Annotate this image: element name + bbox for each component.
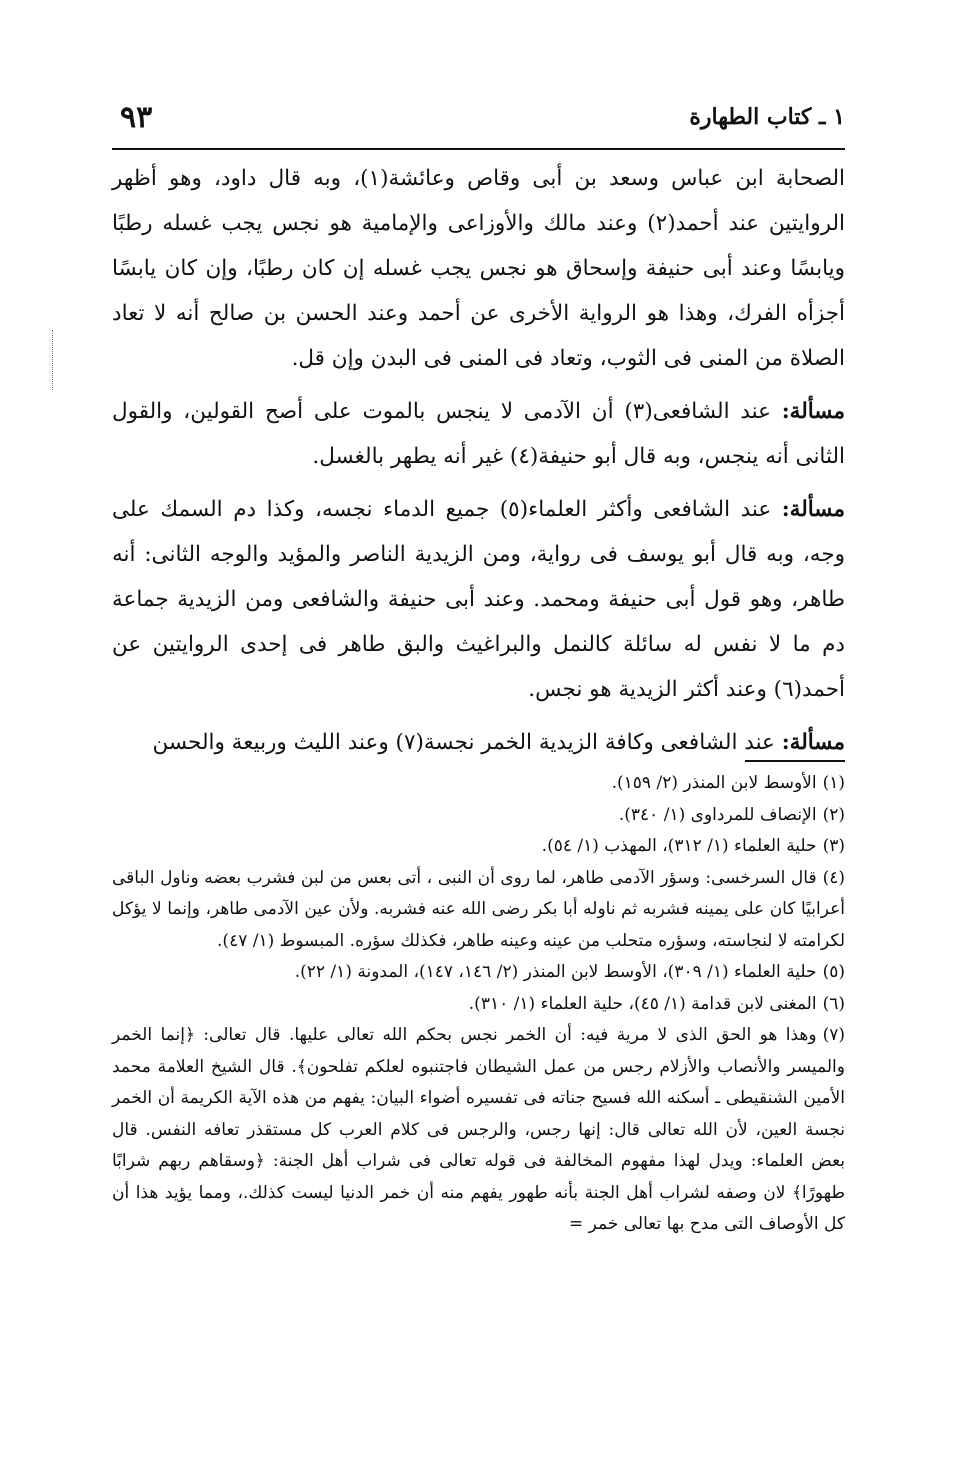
footnote-number: (٤) (822, 867, 845, 888)
header-divider (112, 148, 845, 150)
footnote-text: وهذا هو الحق الذى لا مرية فيه: أن الخمر نجس بحكم الله تعالى عليها. قال تعالى: ﴿إنما الخمر والميسر والأنصاب والأزلام رجس من عمل الشيطان فاجتنبوه لعلكم تفلحون﴾. قال الشيخ العلامة محمد الأمين الشنقيطى ـ أسكنه الله فسيح جناته فى تفسيره أضواء البيان: يفهم من هذه الآية الكريمة أن الخمر نجسة العين، لأن الله تعالى قال: إنها رجس، والرجس فى كلام العرب كل مستقذر تعافه النفس. قال بعض العلماء: ويدل لهذا مفهوم المخالفة فى قوله تعالى فى شراب أهل الجنة: ﴿وسقاهم ربهم شرابًا طهورًا﴾ لان وصفه لشراب أهل الجنة بأنه طهور يفهم منه أن خمر الدنيا ليست كذلك.، ومما يؤيد هذا أن كل الأوصاف التى مدح بها تعالى خمر = (112, 1025, 845, 1234)
footnote-number: (٣) (822, 836, 845, 856)
main-text (112, 156, 845, 773)
footnotes (112, 768, 845, 1241)
chapter-title: ١ ـ كتاب الطهارة (689, 104, 845, 130)
book-page (112, 100, 845, 1234)
paragraph-2-text: عند الشافعى(٣) أن الآدمى لا ينجس بالموت على أصح القولين، والقول الثانى أنه ينجس، وبه قال أبو حنيفة(٤) غير أنه يطهر بالغسل. (112, 399, 845, 469)
footnote-divider (745, 760, 845, 762)
footnote-text: حلية العلماء (١/ ٣١٢)، المهذب (١/ ٥٤). (541, 836, 817, 856)
running-header (112, 100, 845, 140)
margin-marks (52, 330, 55, 390)
issue-label: مسألة: (781, 730, 845, 755)
paragraph-2 (112, 389, 845, 479)
footnote-5 (112, 957, 845, 989)
paragraph-3 (112, 487, 845, 712)
paragraph-4 (112, 720, 845, 765)
paragraph-4-text: عند الشافعى وكافة الزيدية الخمر نجسة(٧) وعند الليث وربيعة والحسن (152, 730, 782, 755)
footnote-1 (112, 768, 845, 800)
footnote-number: (٦) (822, 993, 845, 1014)
footnote-text: المغنى لابن قدامة (١/ ٤٥)، حلية العلماء (١/ ٣١٠). (468, 993, 817, 1014)
footnote-text: قال السرخسى: وسؤر الآدمى طاهر، لما روى أن النبى ، أتى بعس من لبن فشرب بعضه وناول الباقى أعرابيًا كان على يمينه فشربه ثم ناوله أبا بكر رضى الله عنه فشربه. ولأن عين الآدمى طاهر، وإنما لا يؤكل لكرامته لا لنجاسته، وسؤره متحلب من عينه وعينه طاهر، فكذلك سؤره. المبسوط (١/ ٤٧). (112, 867, 845, 951)
footnote-2 (112, 800, 845, 832)
paragraph-3-text: عند الشافعى وأكثر العلماء(٥) جميع الدماء نجسه، وكذا دم السمك على وجه، وبه قال أبو يوسف فى رواية، ومن الزيدية الناصر والمؤيد والوجه الثانى: أنه طاهر، وهو قول أبى حنيفة ومحمد. وعند أبى حنيفة والشافعى ومن الزيدية جماعة دم ما لا نفس له سائلة كالنمل والبراغيث والبق طاهر فى إحدى الروايتين عن أحمد(٦) وعند أكثر الزيدية هو نجس. (112, 497, 845, 702)
footnote-3 (112, 831, 845, 863)
footnote-number: (٢) (822, 804, 845, 825)
issue-label: مسألة: (781, 399, 845, 424)
footnote-text: الأوسط لابن المنذر (٢/ ١٥٩). (611, 773, 817, 793)
page-number: ٩٣ (120, 100, 153, 135)
paragraph-1: الصحابة ابن عباس وسعد بن أبى وقاص وعائشة(١)، وبه قال داود، وهو أظهر الروايتين عند أحمد(٢) وعند مالك والأوزاعى والإمامية هو نجس يجب غسله رطبًا ويابسًا وعند أبى حنيفة وإسحاق هو نجس يجب غسله إن كان رطبًا، وإن كان يابسًا أجزأه الفرك، وهذا هو الرواية الأخرى عن أحمد وعند الحسن بن صالح أنه لا تعاد الصلاة من المنى فى الثوب، وتعاد فى المنى فى البدن وإن قل. (112, 166, 845, 371)
footnote-text: الإنصاف للمرداوى (١/ ٣٤٠). (618, 804, 817, 825)
footnote-7 (112, 1020, 845, 1241)
footnote-4 (112, 863, 845, 958)
footnote-6 (112, 989, 845, 1021)
footnote-number: (٥) (822, 962, 845, 982)
footnote-number: (٧) (822, 1025, 845, 1045)
footnote-number: (١) (822, 773, 845, 793)
footnote-text: حلية العلماء (١/ ٣٠٩)، الأوسط لابن المنذر (٢/ ١٤٦، ١٤٧)، المدونة (١/ ٢٢). (294, 962, 817, 982)
issue-label: مسألة: (781, 497, 845, 522)
